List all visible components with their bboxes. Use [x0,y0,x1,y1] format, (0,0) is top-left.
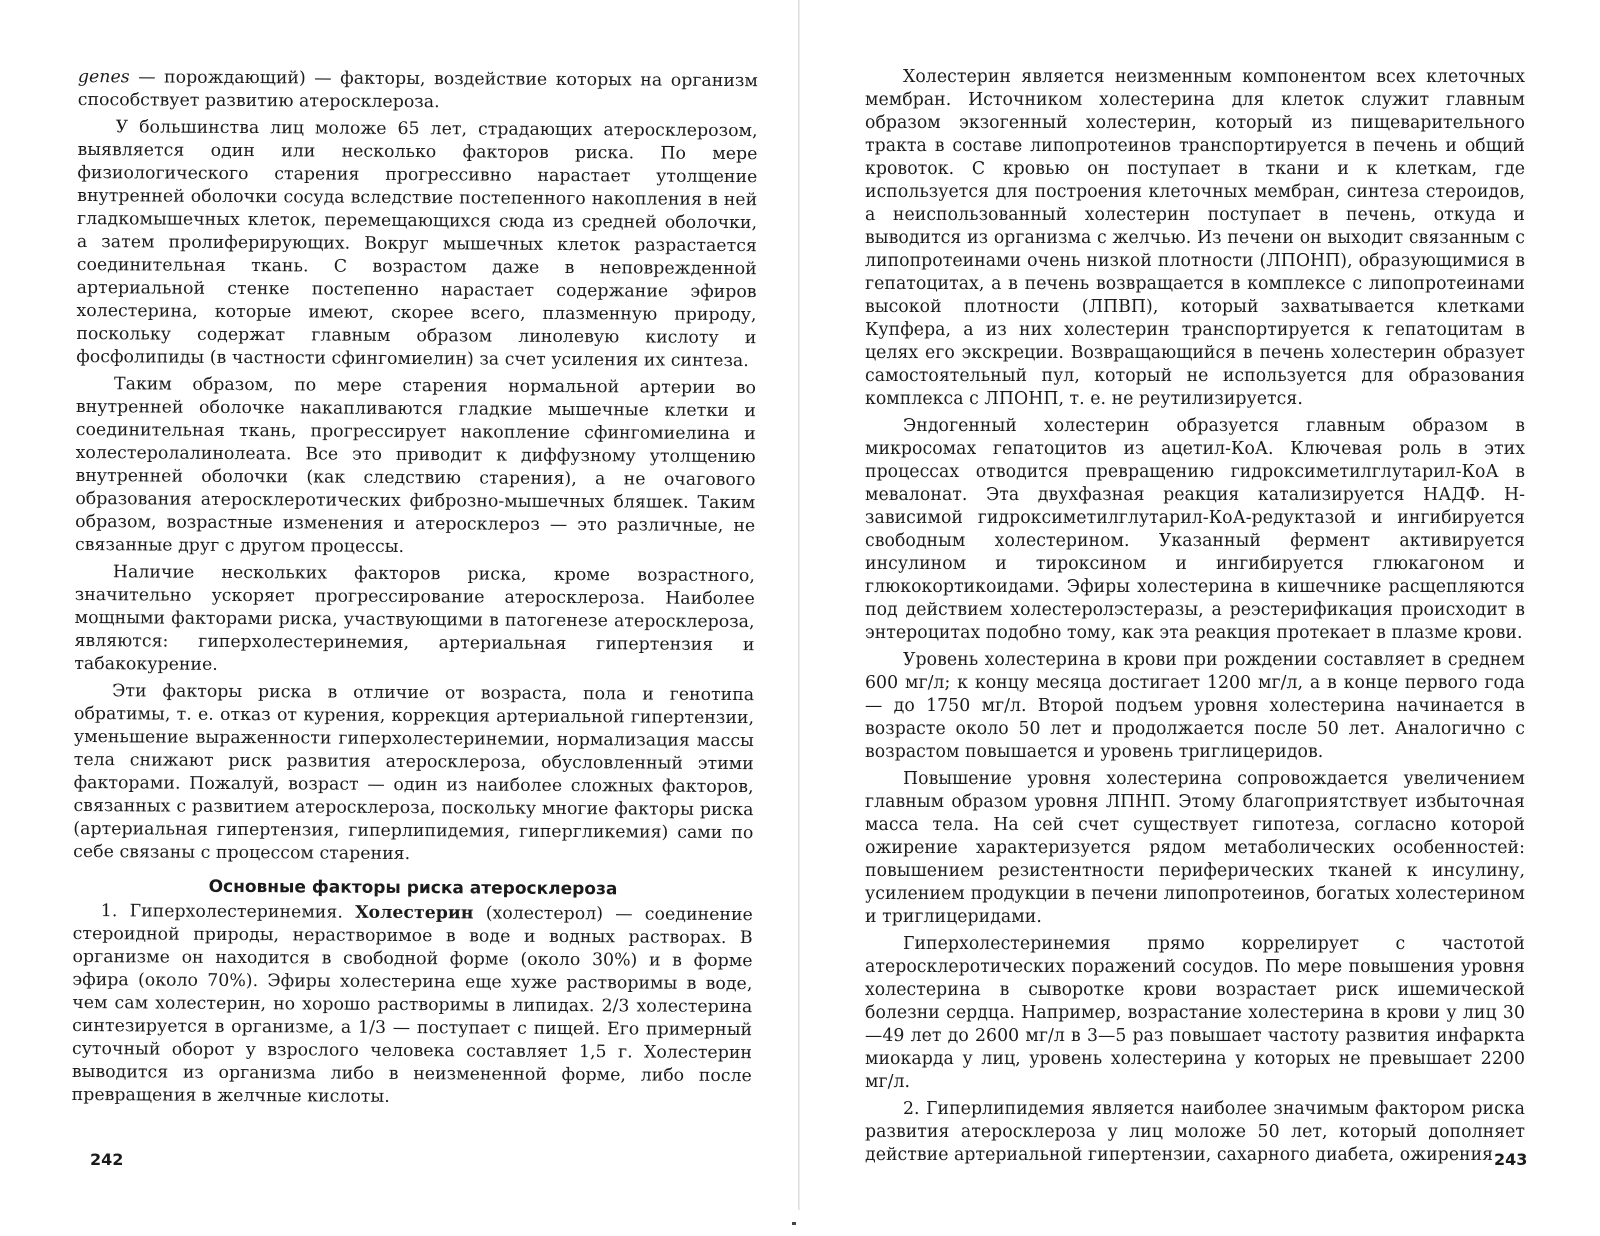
page-number-right: 243 [1494,1150,1528,1169]
right-paragraph-3: Уровень холестерина в крови при рождении составляет в среднем 600 мг/л; к концу месяца достигает 1200 мг/л, а в конце первого года — до 1750 мг/л. Второй подъем уровня холестерина начинается в возрасте около 50 лет и продолжается после 50 лет. Аналогично с возрастом повышается и уровень триглицеридов. [865,650,1525,762]
left-paragraph-6: 1. Гиперхолестеринемия. Холестерин (холестерол) — соединение стероидной природы, нерастворимое в воде и водных растворах. В организме он находится в свободной форме (около 30%) и в форме эфира (около 70%). Эфиры холестерина еще хуже растворимы в воде, чем сам холестерин, но хорошо растворимы в липидах. 2/3 холестерина синтезируется в организме, а 1/3 — поступает с пищей. Его примерный суточный оборот у взрослого человека составляет 1,5 г. Холестерин выводится из организма либо в неизмененной форме, либо после превращения в желчные кислоты. [71,901,753,1107]
bold-term: Холестерин [355,902,474,924]
right-paragraph-5: Гиперхолестеринемия прямо коррелирует с частотой атеросклеротических поражений сосудов. По мере повышения уровня холестерина в сыворотке крови возрастает риск ишемической болезни сердца. Например, возрастание холестерина в крови у лиц 30—49 лет до 2600 мг/л в 3—5 раз повышает частоту развития инфаркта миокарда у лиц, уровень холестерина у которых не превышает 2200 мг/л. [865,934,1525,1092]
book-gutter [798,0,800,1210]
left-paragraph-2: У большинства лиц моложе 65 лет, страдающих атеросклерозом, выявляется один или несколько факторов риска. По мере физиологического старения прогрессивно нарастает утолщение внутренней оболочки сосуда вследствие постепенного накопления в ней гладкомышечных клеток, перемещающихся сюда из средней оболочки, а затем пролиферирующих. Вокруг мышечных клеток разрастается соединительная ткань. С возрастом даже в неповрежденной артериальной стенке постепенно нарастает содержание эфиров холестерина, которые имеют, скорее всего, плазменную природу, поскольку содержат главным образом линолевую кислоту и фосфолипиды (в частности сфингомиелин) за счет усиления их синтеза. [76,117,758,372]
left-paragraph-3: Таким образом, по мере старения нормальной артерии во внутренней оболочке накапливаются гладкие мышечные клетки и соединительная ткань, прогрессирует накопление сфингомиелина и холестеролалинолеата. Все это приводит к диффузному утолщению внутренней оболочки (как следствию старения), а не очагового образования атеросклеротических фиброзно-мышечных бляшек. Таким образом, возрастные изменения и атеросклероз — это различные, не связанные друг с другом процессы. [75,374,757,558]
right-paragraph-4: Повышение уровня холестерина сопровождается увеличением главным образом уровня ЛПНП. Этому благоприятствует избыточная масса тела. На сей счет существует гипотеза, согласно которой ожирение характеризуется рядом метаболических особенностей: повышением резистентности периферических тканей к инсулину, усилением продукции в печени липопротеинов, богатых холестерином и триглицеридами. [865,769,1525,927]
binding-mark [792,1222,796,1225]
right-paragraph-6: 2. Гиперлипидемия является наиболее значимым фактором риска развития атеросклероза у лиц моложе 50 лет, который дополняет действие артериальной гипертензии, сахарного диабета, ожирения [865,1099,1525,1165]
left-paragraph-1: genes — порождающий) — факторы, воздействие которых на организм способствует развитию атеросклероза. [77,66,758,113]
right-paragraph-2: Эндогенный холестерин образуется главным образом в микросомах гепатоцитов из ацетил-КоА. Ключевая роль в этих процессах отводится превращению гидроксиметилглутарил-КоА в мевалонат. Эта двухфазная реакция катализируется НАДФ. Н-зависимой гидроксиметилглутарил-КоА-редуктазой и ингибируется свободным холестерином. Указанный фермент активируется инсулином и тироксином и ингибируется глюкагоном и глюкокортикоидами. Эфиры холестерина в кишечнике расщепляются под действием холестеролэстеразы, а реэстерификация происходит в энтероцитах подобно тому, как эта реакция протекает в плазме крови. [865,416,1525,643]
page-number-left: 242 [90,1150,124,1169]
left-paragraph-4: Наличие нескольких факторов риска, кроме возрастного, значительно ускоряет прогрессирование атеросклероза. Наиболее мощными факторами риска, участвующими в патогенезе атеросклероза, являются: гиперхолестеринемия, артериальная гипертензия и табакокурение. [74,562,755,675]
right-paragraph-1: Холестерин является неизменным компонентом всех клеточных мембран. Источником холестерина для клеток служит главным образом экзогенный холестерин, который из пищеварительного тракта в составе липопротеинов транспортируется в печень и общий кровоток. С кровью он поступает в ткани и к клеткам, где используется для построения клеточных мембран, синтеза стероидов, а неиспользованный холестерин поступает в печень, откуда и выводится из организма с желчью. Из печени он выходит связанным с липопротеинами очень низкой плотности (ЛПОНП), образующимися в гепатоцитах, а в печень возвращается в комплексе с липопротеинами высокой плотности (ЛПВП), который захватывается клетками Купфера, а из них холестерин транспортируется к гепатоцитам в целях его экскреции. Возвращающийся в печень холестерин образует самостоятельный пул, который не используется для образования комплекса с ЛПОНП, т. е. не реутилизируется. [865,67,1525,409]
left-paragraph-5: Эти факторы риска в отличие от возраста, пола и генотипа обратимы, т. е. отказ от курения, коррекция артериальной гипертензии, уменьшение выраженности гиперхолестеринемии, нормализация массы тела снижают риск развития атеросклероза, обусловленный этими факторами. Пожалуй, возраст — один из наиболее сложных факторов, связанных с развитием атеросклероза, поскольку многие факторы риска (артериальная гипертензия, гиперлипидемия, гипергликемия) сами по себе связаны с процессом старения. [73,681,755,865]
section-heading: Основные факторы риска атеросклероза [208,876,618,900]
left-page [72,66,758,1115]
latin-term: genes [77,66,130,88]
right-page [865,66,1528,1171]
